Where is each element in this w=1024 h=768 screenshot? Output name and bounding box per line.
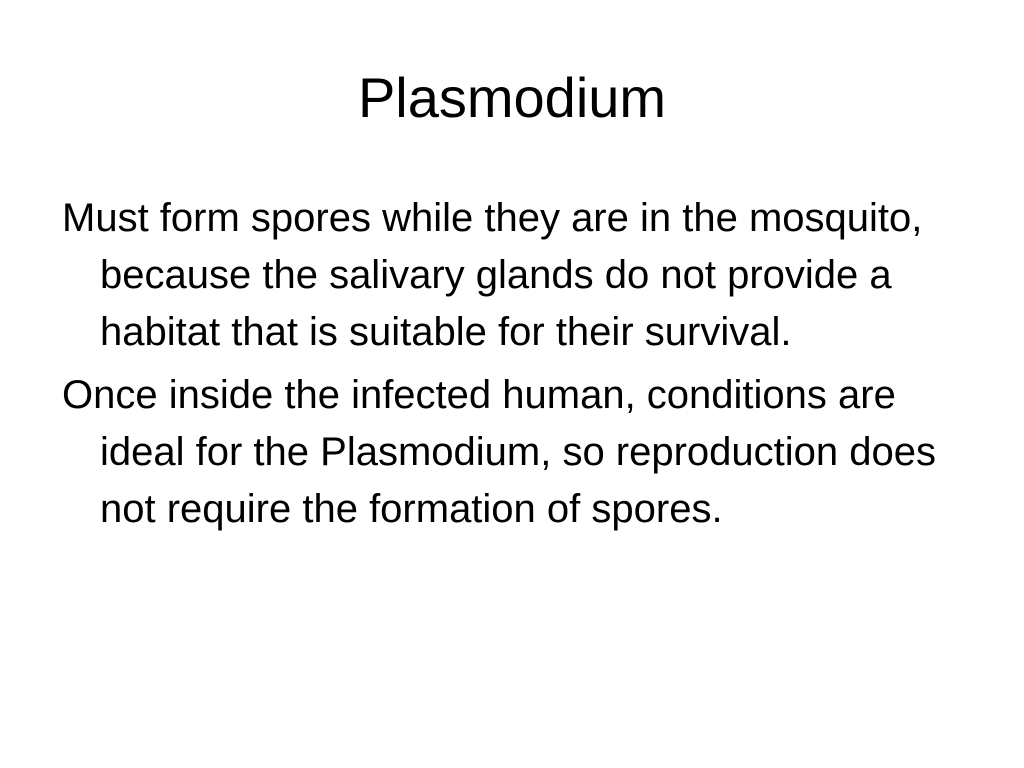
slide-title: Plasmodium <box>357 66 667 129</box>
bullet-item: Must form spores while they are in the mosquito, because the salivary glands do not provide a habitat that is suitable for their survival. <box>62 196 923 354</box>
bullet-item: Once inside the infected human, conditions are ideal for the Plasmodium, so reproduction does not require the formation of spores. <box>62 373 937 531</box>
slide-body <box>62 190 962 544</box>
